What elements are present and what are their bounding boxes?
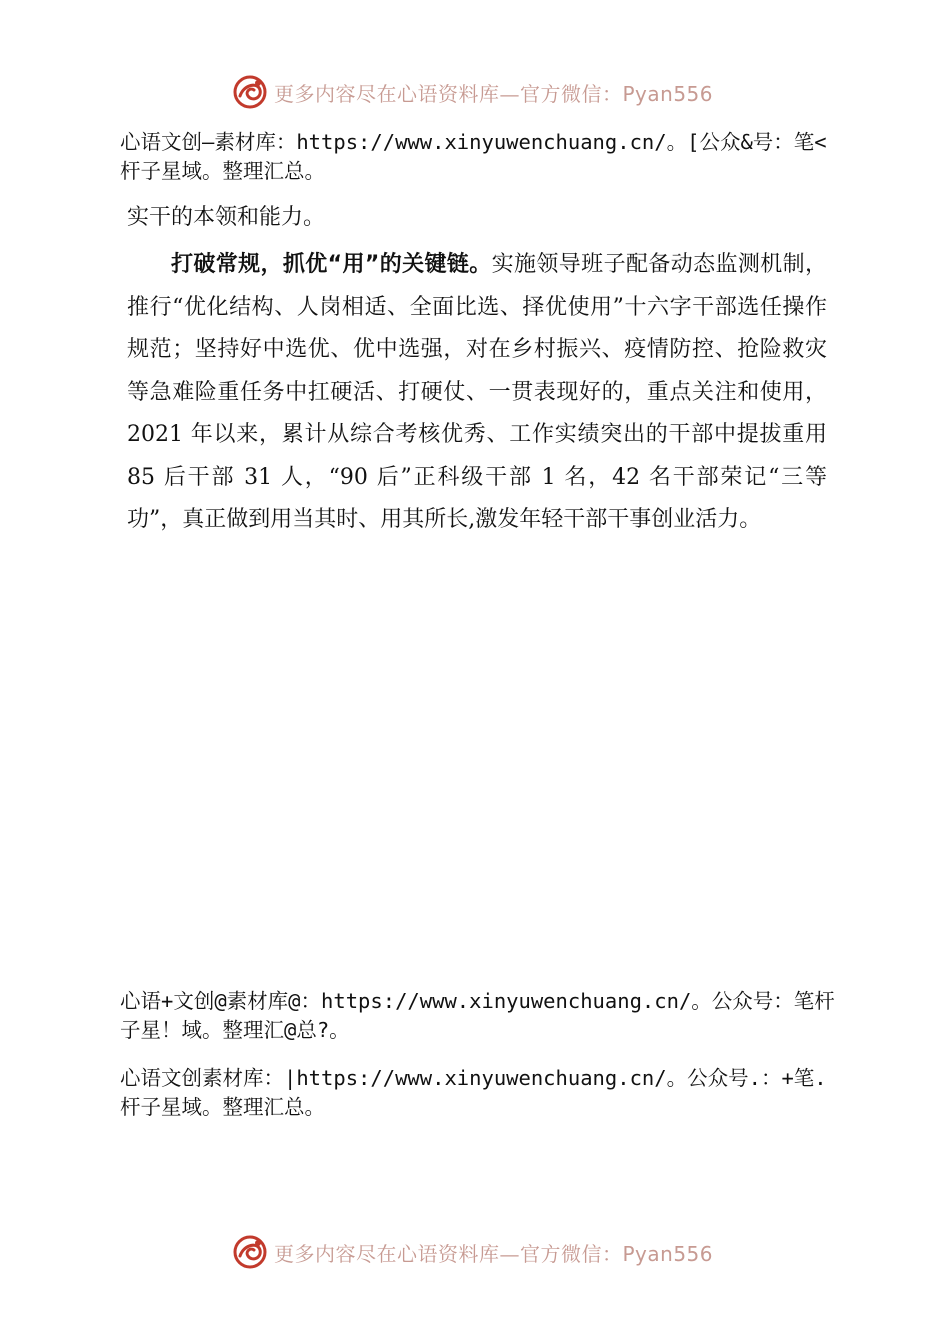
footer-banner-text: 更多内容尽在心语资料库—官方微信：Pyan556 [274,1241,714,1266]
footer-wechat-id: Pyan556 [622,1241,714,1266]
watermark-line-3: 心语文创素材库：|https://www.xinyuwenchuang.cn/。公众号.：+笔.杆子星域。整理汇总。 [120,1066,827,1119]
swirl-logo-icon [232,1234,268,1270]
paragraph-2-lead: 打破常规，抓优“用”的关键链。 [171,252,492,277]
footer-banner [232,1232,752,1272]
header-banner [232,72,752,112]
paragraph-2-body: 实施领导班子配备动态监测机制，推行“优化结构、人岗相适、全面比选、择优使用”十六字干部选任操作规范；坚持好中选优、优中选强，对在乡村振兴、疫情防控、抢险救灾等急难险重任务中扛硬活、打硬仗、一贯表现好的，重点关注和使用，2021 年以来，累计从综合考核优秀、工作实绩突出的干部中提拔重用 85 后干部 31 人，“90 后”正科级干部 1 名，42 名干部荣记“三等功”，真正做到用当其时、用其所长,激发年轻干部干事创业活力。 [127,252,827,532]
paragraph-2 [127,244,827,542]
paragraph-1: 实干的本领和能力。 [127,205,326,230]
header-banner-text: 更多内容尽在心语资料库—官方微信：Pyan556 [274,81,714,106]
watermark-line-2: 心语+文创@素材库@：https://www.xinyuwenchuang.cn/。公众号：笔杆子星！域。整理汇@总?。 [120,989,835,1042]
watermark-line-1: 心语文创—素材库：https://www.xinyuwenchuang.cn/。[公众&号：笔<杆子星域。整理汇总。 [120,130,827,183]
swirl-logo-icon [232,74,268,110]
header-wechat-id: Pyan556 [622,81,714,106]
